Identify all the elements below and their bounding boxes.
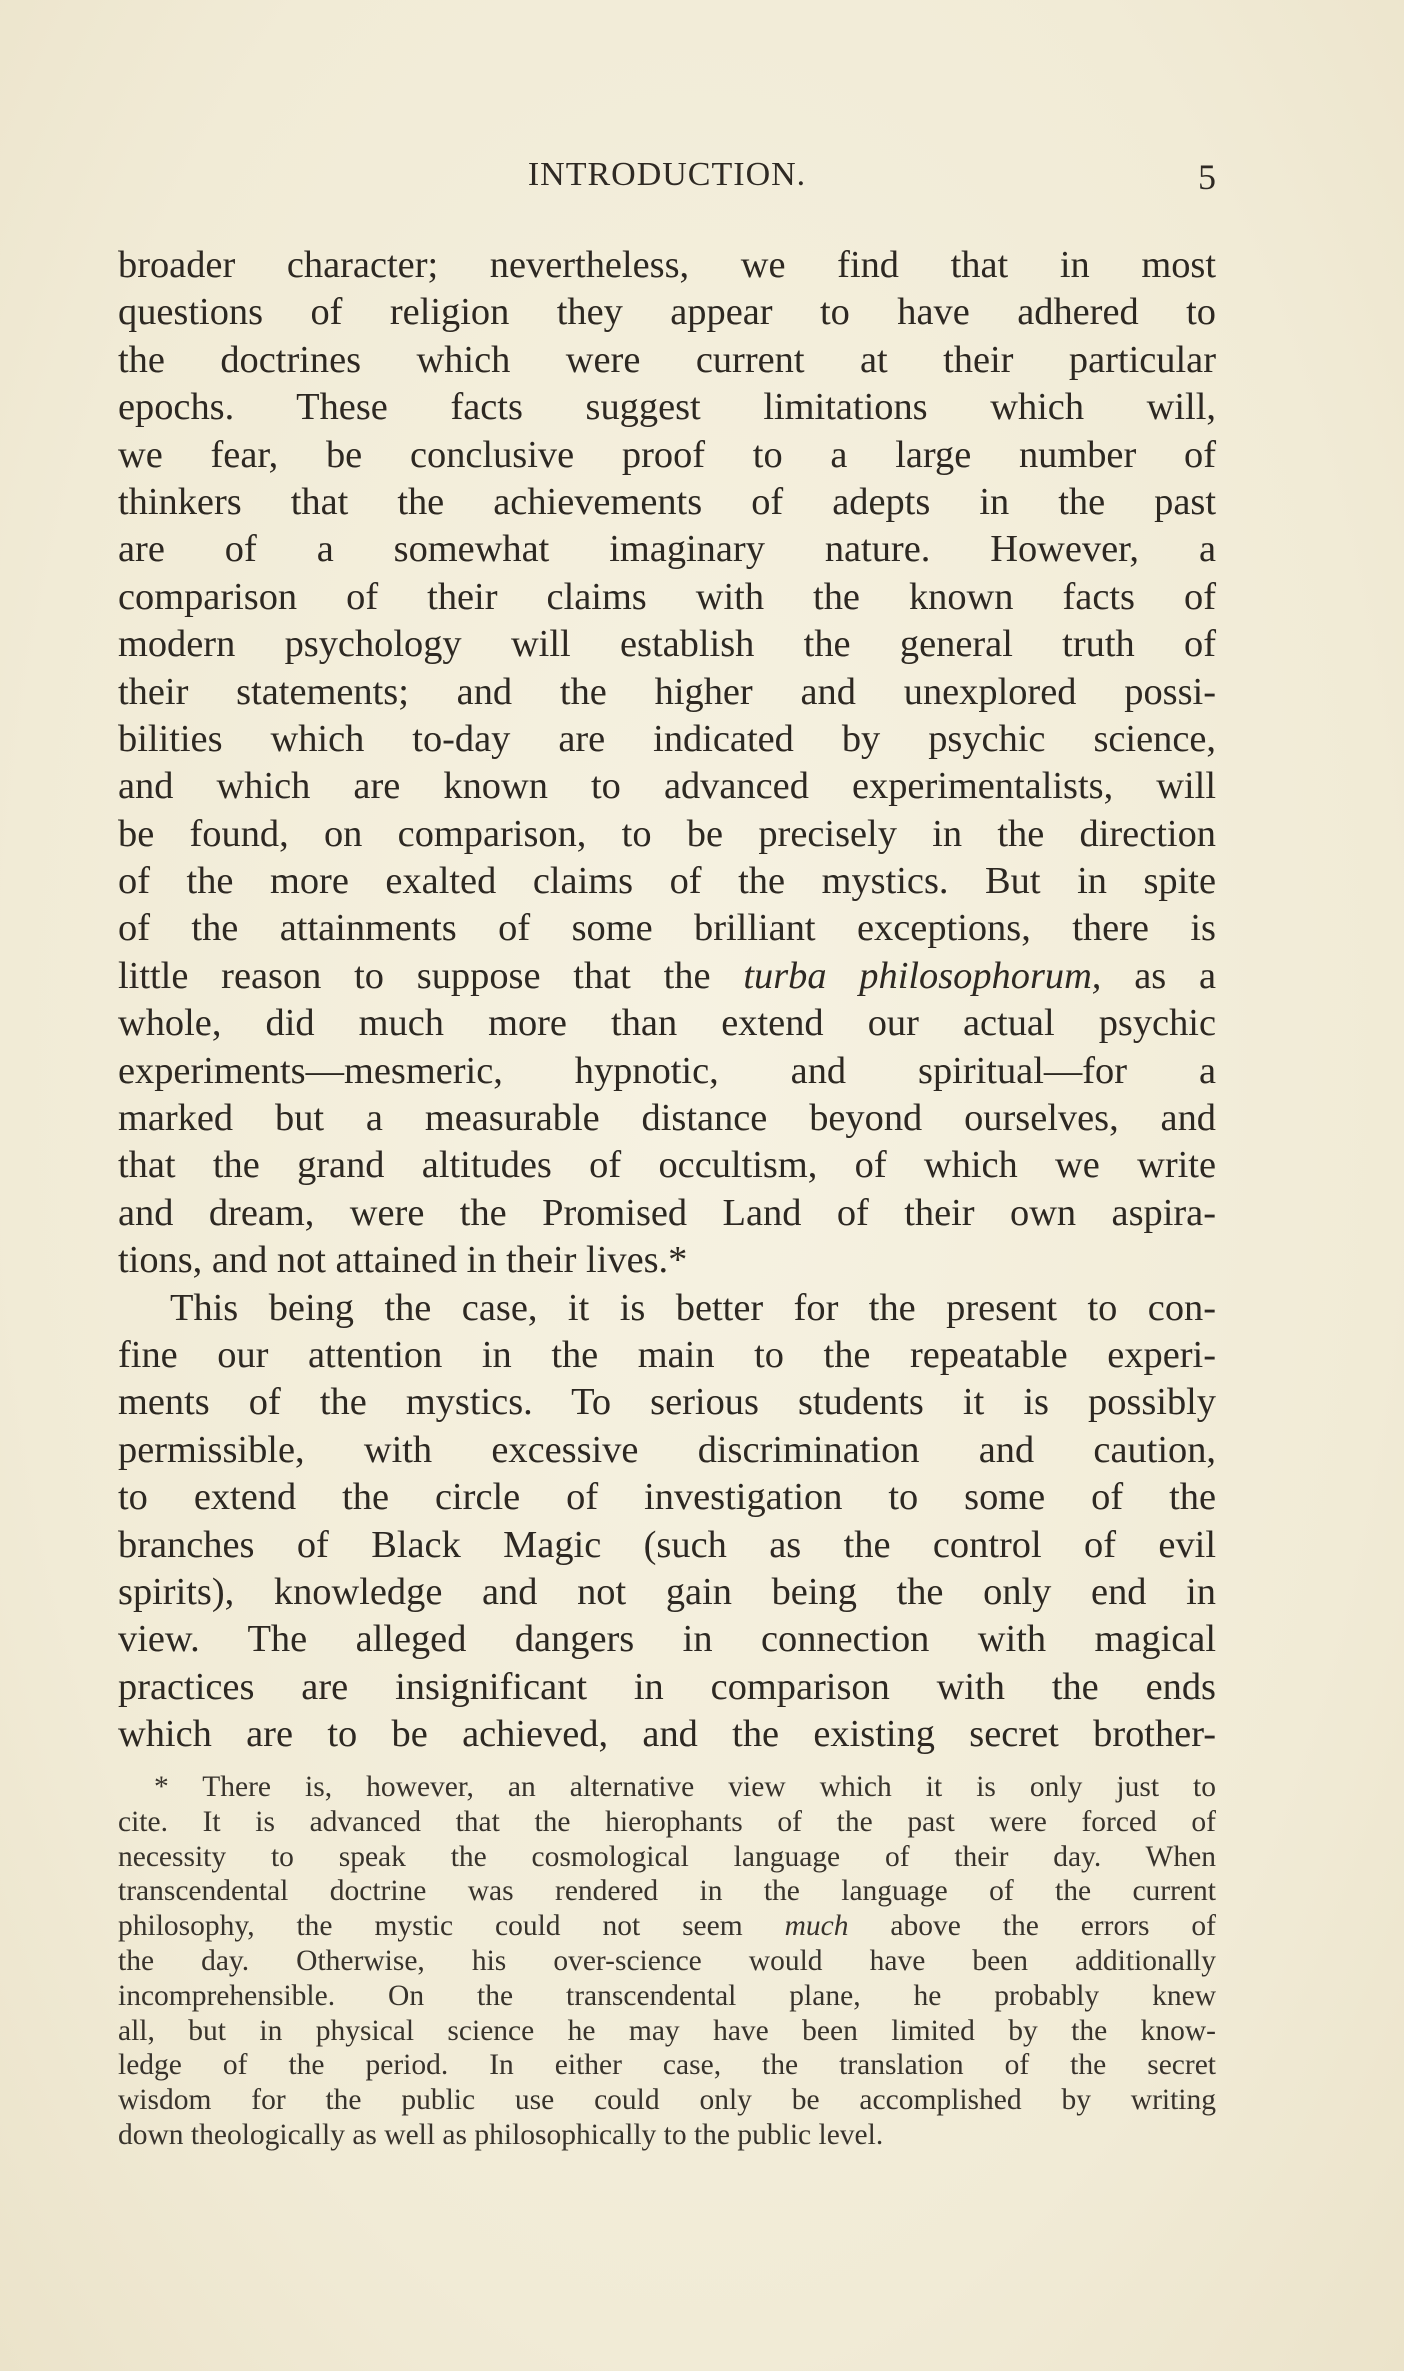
running-title: INTRODUCTION.: [527, 156, 807, 193]
body-line: experiments—mesmeric, hypnotic, and spiritual—for a: [118, 1049, 1216, 1092]
body-line: to extend the circle of investigation to some of the: [118, 1476, 1216, 1519]
running-head: [118, 156, 1216, 200]
body-line: comparison of their claims with the known facts of: [118, 575, 1216, 618]
footnote: [118, 1770, 1216, 2153]
footnote-line: down theologically as well as philosophically to the public level.: [118, 2118, 884, 2151]
italic-word: much: [784, 1910, 849, 1943]
italic-phrase: turba philosophorum,: [743, 954, 1102, 997]
text-segment: philosophy, the mystic could not seem: [118, 1910, 785, 1943]
body-line: thinkers that the achievements of adepts in the past: [118, 480, 1216, 523]
footnote-line: necessity to speak the cosmological language of their day. When: [118, 1840, 1216, 1873]
footnote-line-much: [118, 1909, 1216, 1944]
body-line: questions of religion they appear to have adhered to: [118, 291, 1216, 334]
body-text: [118, 242, 1216, 1759]
body-line: modern psychology will establish the general truth of: [118, 623, 1216, 666]
body-line: tions, and not attained in their lives.*: [118, 1239, 688, 1282]
body-line: ments of the mystics. To serious students it is possibly: [118, 1381, 1216, 1424]
body-line: broader character; nevertheless, we find that in most: [118, 244, 1216, 286]
text-segment: above the errors of: [848, 1910, 1216, 1943]
footnote-line: * There is, however, an alternative view which it is only just to: [154, 1771, 1216, 1803]
body-line: of the attainments of some brilliant exceptions, there is: [118, 907, 1216, 950]
text-segment: as a: [1101, 954, 1216, 997]
body-line: be found, on comparison, to be precisely in the direction: [118, 812, 1216, 855]
body-line: are of a somewhat imaginary nature. However, a: [118, 528, 1216, 571]
body-line: branches of Black Magic (such as the control of evil: [118, 1523, 1216, 1566]
footnote-line: cite. It is advanced that the hierophants of the past were forced of: [118, 1805, 1216, 1838]
body-line: whole, did much more than extend our actual psychic: [118, 1002, 1216, 1045]
body-line: marked but a measurable distance beyond ourselves, and: [118, 1097, 1216, 1140]
body-line: the doctrines which were current at their particular: [118, 338, 1216, 381]
footnote-line: incomprehensible. On the transcendental plane, he probably knew: [118, 1979, 1216, 2012]
body-line: which are to be achieved, and the existing secret brother-: [118, 1713, 1216, 1756]
body-line: epochs. These facts suggest limitations which will,: [118, 386, 1216, 429]
body-line: their statements; and the higher and unexplored possi-: [118, 670, 1216, 713]
body-line: and which are known to advanced experimentalists, will: [118, 765, 1216, 808]
body-line: permissible, with excessive discrimination and caution,: [118, 1428, 1216, 1471]
body-line: that the grand altitudes of occultism, of which we write: [118, 1144, 1216, 1187]
footnote-line: ledge of the period. In either case, the translation of the secret: [118, 2049, 1216, 2082]
page-number: 5: [1198, 157, 1216, 197]
footnote-line: transcendental doctrine was rendered in the language of the current: [118, 1875, 1216, 1908]
footnote-line: wisdom for the public use could only be accomplished by writing: [118, 2084, 1216, 2117]
body-line: view. The alleged dangers in connection with magical: [118, 1618, 1216, 1661]
text-segment: little reason to suppose that the: [118, 954, 744, 997]
body-line: and dream, were the Promised Land of their own aspira-: [118, 1191, 1216, 1234]
body-line: fine our attention in the main to the repeatable experi-: [118, 1333, 1216, 1376]
body-line: bilities which to-day are indicated by psychic science,: [118, 717, 1216, 760]
body-line: spirits), knowledge and not gain being the only end in: [118, 1570, 1216, 1613]
footnote-line: the day. Otherwise, his over-science would have been additionally: [118, 1944, 1216, 1977]
body-line: This being the case, it is better for the present to con-: [170, 1286, 1216, 1329]
body-line-turba: [118, 953, 1216, 1000]
body-line: we fear, be conclusive proof to a large number of: [118, 433, 1216, 476]
footnote-line: all, but in physical science he may have been limited by the know-: [118, 2014, 1216, 2047]
body-line: practices are insignificant in comparison with the ends: [118, 1665, 1216, 1708]
body-line: of the more exalted claims of the mystics. But in spite: [118, 860, 1216, 903]
